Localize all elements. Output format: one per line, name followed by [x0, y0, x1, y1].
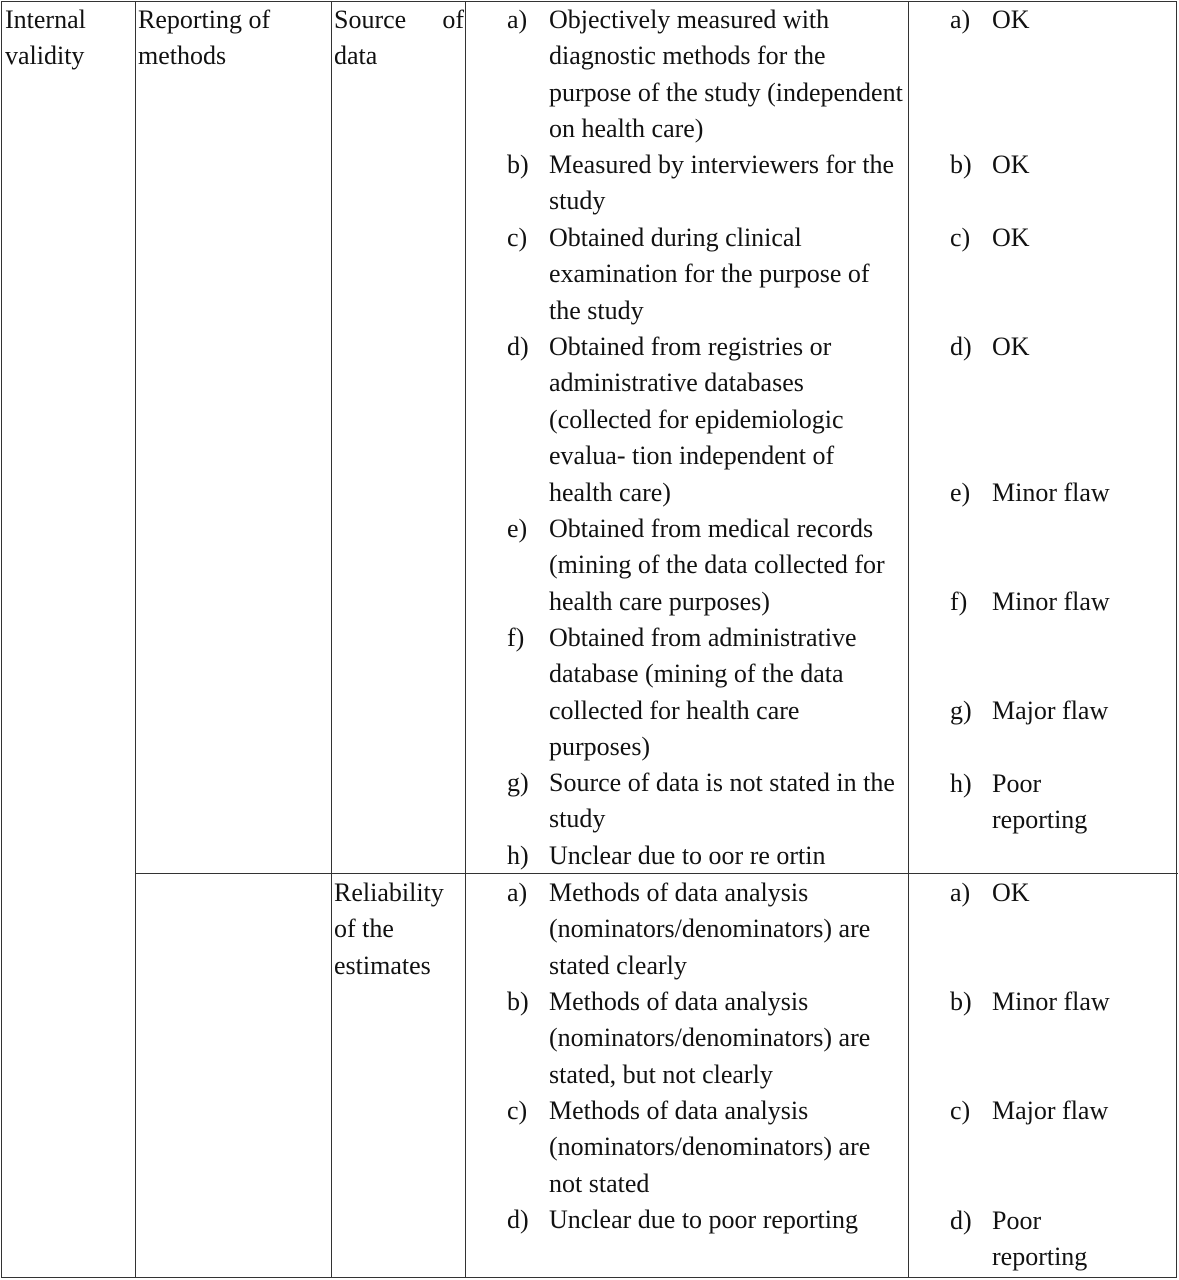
rating-marker: b): [950, 150, 972, 179]
rating-text: OK: [992, 332, 1030, 361]
option-text: Methods of data analysis (nominators/denominators) are stated clearly: [549, 878, 871, 980]
option-text: Obtained from registries or administrative databases (collected for epidemiologic evalua- tion independent of health care): [549, 332, 844, 507]
rating-marker: f): [950, 587, 968, 616]
rating-marker: h): [950, 769, 972, 798]
rating-text: OK: [992, 223, 1030, 252]
rating-marker: e): [950, 478, 971, 507]
option-marker: f): [507, 623, 525, 652]
option-text: Unclear due to poor reporting: [549, 1205, 859, 1234]
option-text: Obtained from medical records (mining of the data collected for health care purposes): [549, 514, 885, 616]
option-text: Obtained from administrative database (mining of the data collected for health care purposes): [549, 623, 857, 762]
option-text: Unclear due to oor re ortin: [549, 841, 826, 870]
option-marker: g): [507, 768, 529, 797]
rating-marker: d): [950, 1206, 972, 1235]
option-text: Source of data is not stated in the study: [549, 768, 895, 834]
rating-text: OK: [992, 150, 1030, 179]
option-marker: a): [507, 5, 528, 34]
rating-text: Minor flaw: [992, 478, 1110, 507]
column-divider-2: [331, 1, 332, 1278]
option-marker: d): [507, 332, 529, 361]
domain-cell: [5, 2, 133, 75]
criterion-cell: [334, 875, 444, 984]
option-marker: c): [507, 1096, 528, 1125]
rating-marker: a): [950, 5, 971, 34]
ratings-cell: [909, 0, 1177, 873]
option-marker: h): [507, 841, 529, 870]
domain-label: Internal validity: [5, 5, 86, 71]
rating-marker: c): [950, 223, 971, 252]
criterion-cell: [334, 2, 464, 75]
options-cell: [466, 874, 908, 1278]
option-marker: a): [507, 878, 528, 907]
rating-marker: b): [950, 987, 972, 1016]
rating-marker: c): [950, 1096, 971, 1125]
option-marker: c): [507, 223, 528, 252]
options-cell: [466, 0, 908, 873]
category-cell: [138, 2, 328, 75]
option-marker: d): [507, 1205, 529, 1234]
ratings-cell: [909, 874, 1177, 1278]
rating-text: Poor reporting: [992, 1206, 1088, 1272]
rating-text: Major flaw: [992, 1096, 1109, 1125]
rating-text: OK: [992, 878, 1030, 907]
rating-text: Minor flaw: [992, 587, 1110, 616]
rating-text: Poor reporting: [992, 769, 1088, 835]
rating-marker: a): [950, 878, 971, 907]
rating-marker: d): [950, 332, 972, 361]
option-text: Measured by interviewers for the study: [549, 150, 895, 216]
option-text: Obtained during clinical examination for the purpose of the study: [549, 223, 870, 325]
rating-text: Major flaw: [992, 696, 1109, 725]
criterion-label: Source of data: [334, 5, 464, 71]
option-marker: b): [507, 150, 529, 179]
rating-text: Minor flaw: [992, 987, 1110, 1016]
rating-marker: g): [950, 696, 972, 725]
option-text: Methods of data analysis (nominators/denominators) are not stated: [549, 1096, 871, 1198]
category-label: Reporting of methods: [138, 5, 271, 71]
criterion-label: Reliability of the estimates: [334, 878, 444, 980]
option-marker: e): [507, 514, 528, 543]
column-divider-1: [135, 1, 136, 1278]
rating-text: OK: [992, 5, 1030, 34]
option-text: Objectively measured with diagnostic methods for the purpose of the study (independent on health care): [549, 5, 903, 144]
option-text: Methods of data analysis (nominators/denominators) are stated, but not clearly: [549, 987, 871, 1089]
option-marker: b): [507, 987, 529, 1016]
